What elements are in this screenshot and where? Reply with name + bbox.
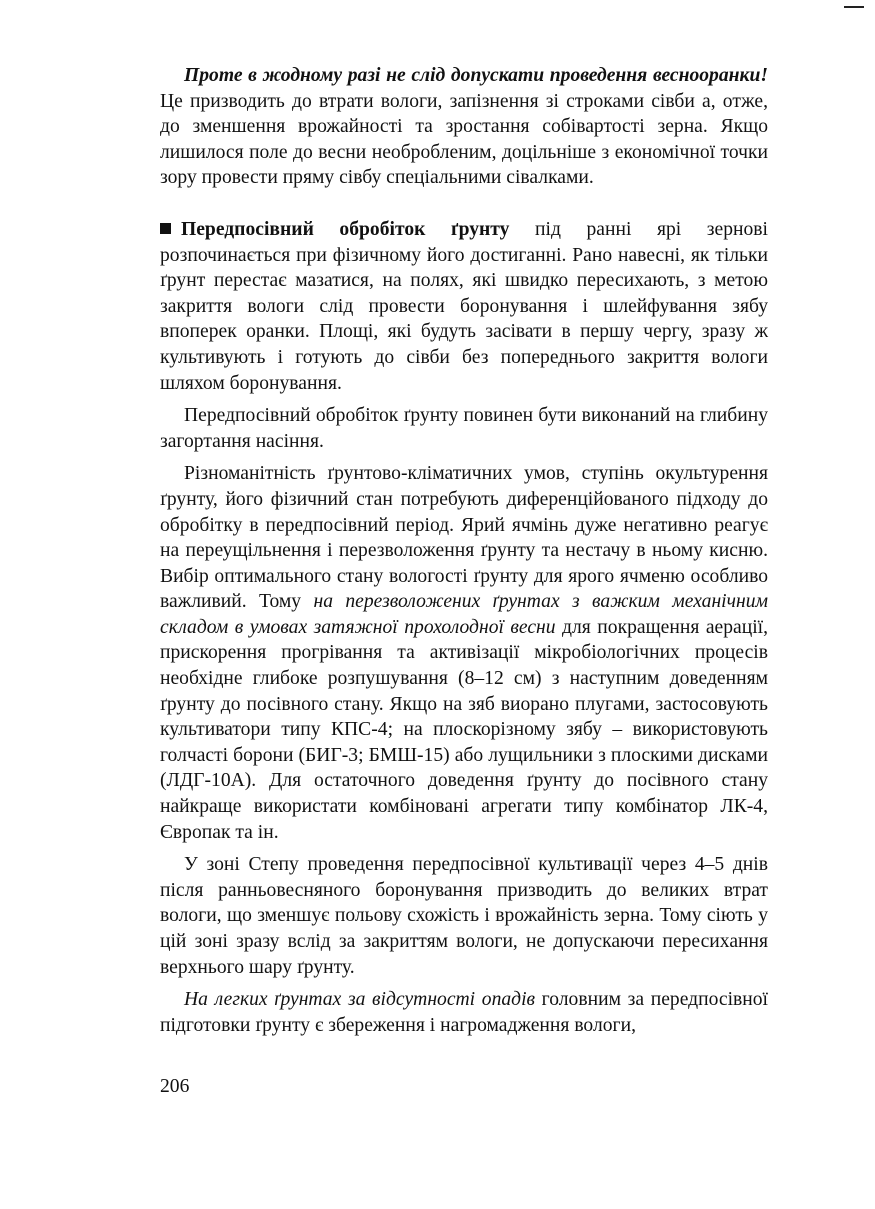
paragraph-text: під ранні ярі зернові розпочинається при фізичному його достиганні. Рано навесні, як тільки ґрунт перестає мазатися, на полях, які швидко пересихають, з метою закриття вологи слід провести боронування і шлейфування зябу впоперек оранки. Площі, які будуть засівати в першу чергу, зразу ж культивують і готують до сівби без попереднього закриття вологи шляхом боронування. <box>160 218 768 394</box>
page-number: 206 <box>160 1076 190 1097</box>
paragraph-presowing-tillage <box>160 217 768 396</box>
corner-scan-mark <box>844 6 864 8</box>
paragraph-steppe-zone: У зоні Степу проведення передпосівної культивації через 4–5 днів після ранньовесняного боронування призводить до великих втрат вологи, що зменшує польову схожість і врожайність зерна. Тому сіють у цій зоні зразу вслід за закриттям вологи, не допускаючи пересихання верхнього шару ґрунту. <box>160 854 768 978</box>
paragraph-soil-conditions <box>160 461 768 845</box>
section-heading: Передпосівний обробіток ґрунту <box>181 218 510 240</box>
bullet-square-icon <box>160 223 171 234</box>
paragraph-tillage-depth: Передпосівний обробіток ґрунту повинен бути виконаний на глибину загортання насіння. <box>160 405 768 452</box>
paragraph-text: Це призводить до втрати вологи, запізнення зі строками сівби а, отже, до зменшення врожайності та зростання собівартості зерна. Якщо лишилося поле до весни необробленим, доцільніше з економічної точки зору провести пряму сівбу спеціальними сівалками. <box>160 90 768 189</box>
emphasis-light-soils: На легких ґрунтах за відсутності опадів <box>184 989 536 1011</box>
emphasis-waterlogged-soils: на перезволожених ґрунтах з важким механічним складом в умовах затяжної прохолодної весни <box>160 591 768 638</box>
paragraph-light-soils <box>160 987 768 1038</box>
page-text-block <box>160 63 768 1045</box>
paragraph-spring-plowing <box>160 63 768 191</box>
paragraph-text: Різноманітність ґрунтово-кліматичних умов, ступінь окультурення ґрунту, його фізичний стан потребують диференційованого підходу до обробітку в передпосівний період. Ярий ячмінь дуже негативно реагує на переущільнення і перезволоження ґрунту та нестачу в ньому кисню. Вибір оптимального стану вологості ґрунту для ярого ячменю особливо важливий. Тому <box>160 463 768 613</box>
paragraph-text: для покращення аерації, прискорення прогрівання та активізації мікробіологічних процесів необхідне глибоке розпушування (8–12 см) з наступним доведенням ґрунту до посівного стану. Якщо на зяб виорано плугами, застосовують культиватори типу КПС-4; на плоскорізному зябу – використовують голчасті борони (БИГ-3; БМШ-15) або лущильники з плоскими дисками (ЛДГ-10А). Для остаточного доведення ґрунту до посівного стану найкраще використати комбіновані агрегати типу комбінатор ЛК-4, Європак та ін. <box>160 616 768 843</box>
emphasis-warning: Проте в жодному разі не слід допускати проведення веснооранки! <box>184 65 768 86</box>
paragraph-text: головним за передпосівної підготовки ґрунту є збереження і нагромадження вологи, <box>160 989 768 1036</box>
